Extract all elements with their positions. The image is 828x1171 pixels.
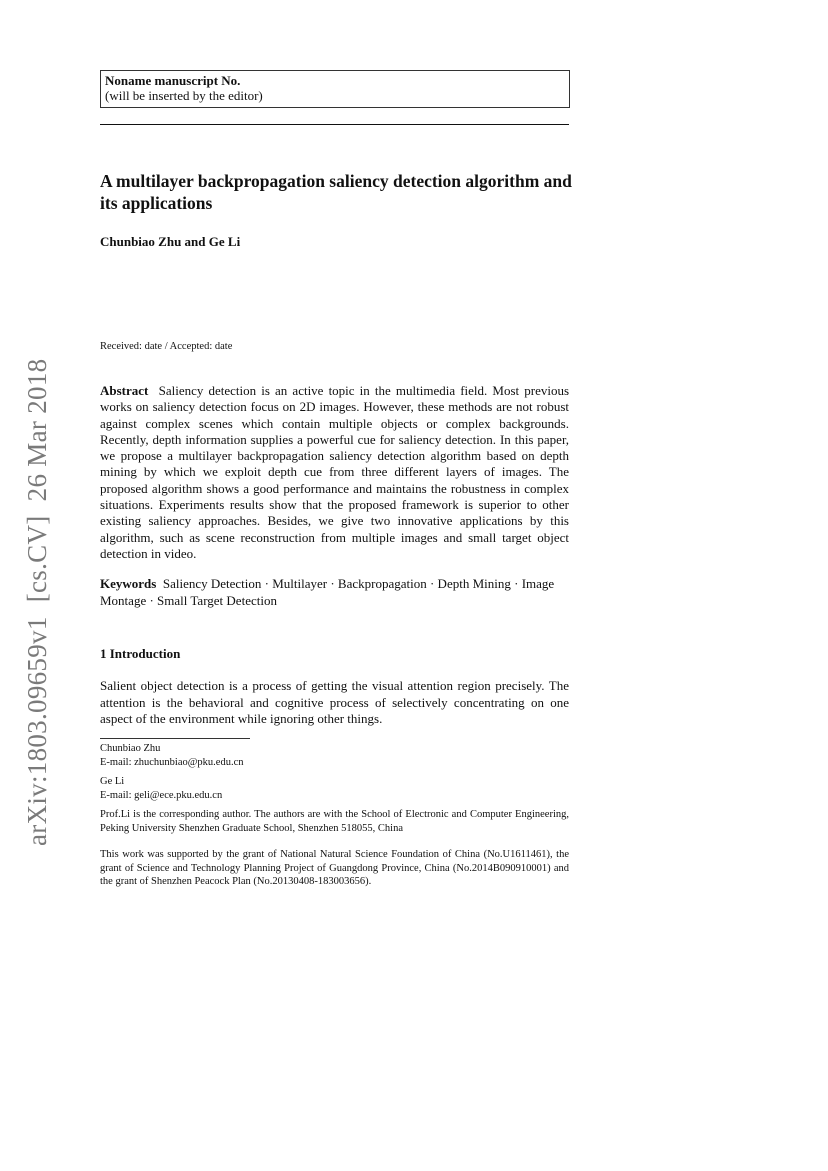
author-list: Chunbiao Zhu and Ge Li: [100, 234, 241, 249]
footnotes: [100, 742, 569, 895]
keywords-text: Saliency Detection · Multilayer · Backpropagation · Depth Mining · Image Montage · Small Target Detection: [100, 576, 555, 608]
keywords-label: Keywords: [100, 576, 157, 591]
editor-note: (will be inserted by the editor): [105, 88, 263, 103]
author-1-name: Chunbiao Zhu: [100, 743, 161, 754]
abstract: [100, 383, 569, 562]
keywords: [100, 576, 569, 609]
corresponding-author-note: Prof.Li is the corresponding author. The authors are with the School of Electronic and Computer Engineering, Peking University Shenzhen Graduate School, Shenzhen 518055, China: [100, 809, 569, 834]
section-heading: 1 Introduction: [100, 646, 181, 661]
manuscript-number: Noname manuscript No.: [105, 73, 241, 88]
abstract-label: Abstract: [100, 383, 149, 398]
author-2-name: Ge Li: [100, 776, 125, 787]
author-2-email: E-mail: geli@ece.pku.edu.cn: [100, 789, 223, 801]
author-1-email: E-mail: zhuchunbiao@pku.edu.cn: [100, 756, 244, 768]
introduction-paragraph: Salient object detection is a process of getting the visual attention region precisely. The attention is the behavioral and cognitive process of selectively concentrating on one aspect of the environment while ignoring other things.: [100, 678, 569, 726]
abstract-text: Saliency detection is an active topic in the multimedia field. Most previous works on saliency detection focus on 2D images. However, these methods are not robust against complex scenes which contain multiple objects or complex backgrounds. Recently, depth information supplies a powerful cue for saliency detection. In this paper, we propose a multilayer backpropagation saliency detection algorithm based on depth mining by which we exploit depth cue from three different layers of images. The proposed algorithm shows a good performance and maintains the robustness in complex situations. Experiments results show that the proposed framework is superior to other existing saliency approaches. Besides, we give two innovative applications by this algorithm, such as scene reconstruction from multiple images and small target object detection in video.: [100, 383, 570, 561]
received-date: Received: date / Accepted: date: [100, 341, 233, 352]
paper-title: A multilayer backpropagation saliency detection algorithm and its applications: [100, 171, 572, 213]
footnote-rule: [100, 738, 250, 739]
arxiv-stamp: arXiv:1803.09659v1 [cs.CV] 26 Mar 2018: [22, 358, 52, 846]
header-rule: [100, 124, 569, 125]
author-1-info: [100, 742, 569, 769]
author-2-info: [100, 775, 569, 802]
manuscript-header-box: [100, 70, 570, 108]
funding-note: This work was supported by the grant of National Natural Science Foundation of China (No.U1611461), the grant of Science and Technology Planning Project of Guangdong Province, China (No.2014B090910001) and the grant of Shenzhen Peacock Plan (No.20130408-183003656).: [100, 849, 569, 887]
